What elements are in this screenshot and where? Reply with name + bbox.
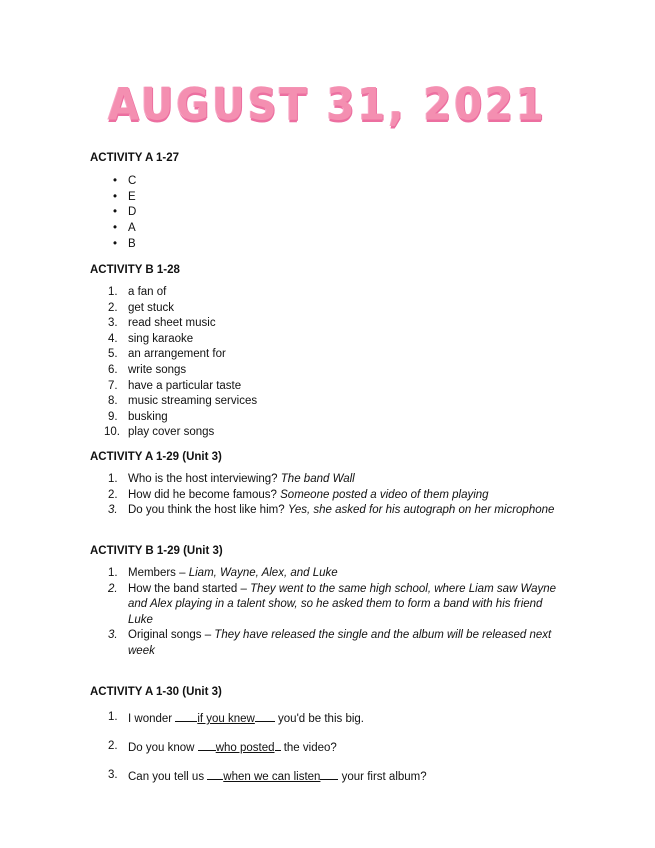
answer-text: They have released the single and the album will be released next week xyxy=(128,629,552,657)
bullet-icon: • xyxy=(113,175,118,187)
bullet-icon: • xyxy=(113,222,118,235)
list-item: • B xyxy=(90,237,560,253)
answer-text: who posted xyxy=(215,742,275,755)
title-container xyxy=(0,79,655,131)
list-item: 2. How the band started – They went to the same high school, where Liam saw Wayne and Alex playing in a talent show, so he asked them to form a band with his friend Luke xyxy=(108,582,557,626)
answer-text: Someone posted a video of them playing xyxy=(280,488,489,501)
answer-text: if you knew xyxy=(197,713,255,725)
bullet-list xyxy=(90,174,560,252)
list-item: 1. Members – Liam, Wayne, Alex, and Luke xyxy=(108,567,338,579)
list-item: 3. Original songs – They have released the single and the album will be released next week xyxy=(108,629,552,657)
numbered-list xyxy=(90,710,560,786)
blank-line xyxy=(255,710,275,722)
section-activity-a-1-30 xyxy=(90,685,560,797)
list-item: 5. an arrangement for xyxy=(108,348,226,361)
blank-line xyxy=(175,710,197,722)
answer-text: when we can listen xyxy=(223,771,321,784)
list-item: 2. Do you know who posted the video? xyxy=(108,740,337,755)
blank-line xyxy=(207,768,223,780)
section-heading: ACTIVITY A 1-27 xyxy=(90,152,180,164)
section-heading: ACTIVITY B 1-29 (Unit 3) xyxy=(90,545,223,557)
section-activity-a-1-29 xyxy=(90,450,560,519)
list-item: 9. busking xyxy=(108,410,168,423)
list-item: 1. Who is the host interviewing? The band Wall xyxy=(108,473,355,485)
list-item: 4. sing karaoke xyxy=(108,332,194,345)
bullet-icon: • xyxy=(113,237,118,250)
list-item: • A xyxy=(90,221,560,237)
answer-text: They went to the same high school, where Liam saw Wayne and Alex playing in a talent show, so he asked them to form a band with his friend Luke xyxy=(128,582,557,626)
list-item: 1. a fan of xyxy=(108,286,167,298)
list-item: • D xyxy=(90,205,560,221)
list-item: 1. I wonder if you knew you'd be this big. xyxy=(108,711,364,725)
blank-line xyxy=(320,768,338,780)
bullet-icon: • xyxy=(113,206,118,219)
numbered-list xyxy=(90,472,560,519)
section-heading: ACTIVITY A 1-30 (Unit 3) xyxy=(90,686,222,698)
list-item: 3. read sheet music xyxy=(108,317,216,330)
list-item: 7. have a particular taste xyxy=(108,379,242,392)
list-item: 3. Do you think the host like him? Yes, she asked for his autograph on her microphone xyxy=(108,504,555,517)
list-item: 2. How did he become famous? Someone posted a video of them playing xyxy=(108,488,489,501)
bullet-icon: • xyxy=(113,190,118,203)
list-item: 10. play cover songs xyxy=(104,426,215,439)
section-heading: ACTIVITY A 1-29 (Unit 3) xyxy=(90,451,222,463)
section-activity-b-1-29 xyxy=(90,544,560,660)
answer-text: The band Wall xyxy=(280,473,355,485)
page-title: AUGUST 31, 2021 xyxy=(108,79,547,131)
answer-text: Yes, she asked for his autograph on her microphone xyxy=(287,504,555,517)
list-item: • C xyxy=(90,174,560,190)
section-activity-b-1-28 xyxy=(90,263,560,441)
section-activity-a-1-27 xyxy=(90,151,560,252)
list-item: 6. write songs xyxy=(108,363,187,376)
section-heading: ACTIVITY B 1-28 xyxy=(90,264,180,276)
list-item: 8. music streaming services xyxy=(108,395,258,408)
list-item: • E xyxy=(90,190,560,206)
answer-text: Liam, Wayne, Alex, and Luke xyxy=(188,567,338,579)
list-item: 2. get stuck xyxy=(108,301,175,314)
blank-line xyxy=(198,739,216,751)
list-item: 3. Can you tell us when we can listen your first album? xyxy=(108,769,427,784)
numbered-list xyxy=(90,285,560,441)
numbered-list xyxy=(90,566,560,660)
